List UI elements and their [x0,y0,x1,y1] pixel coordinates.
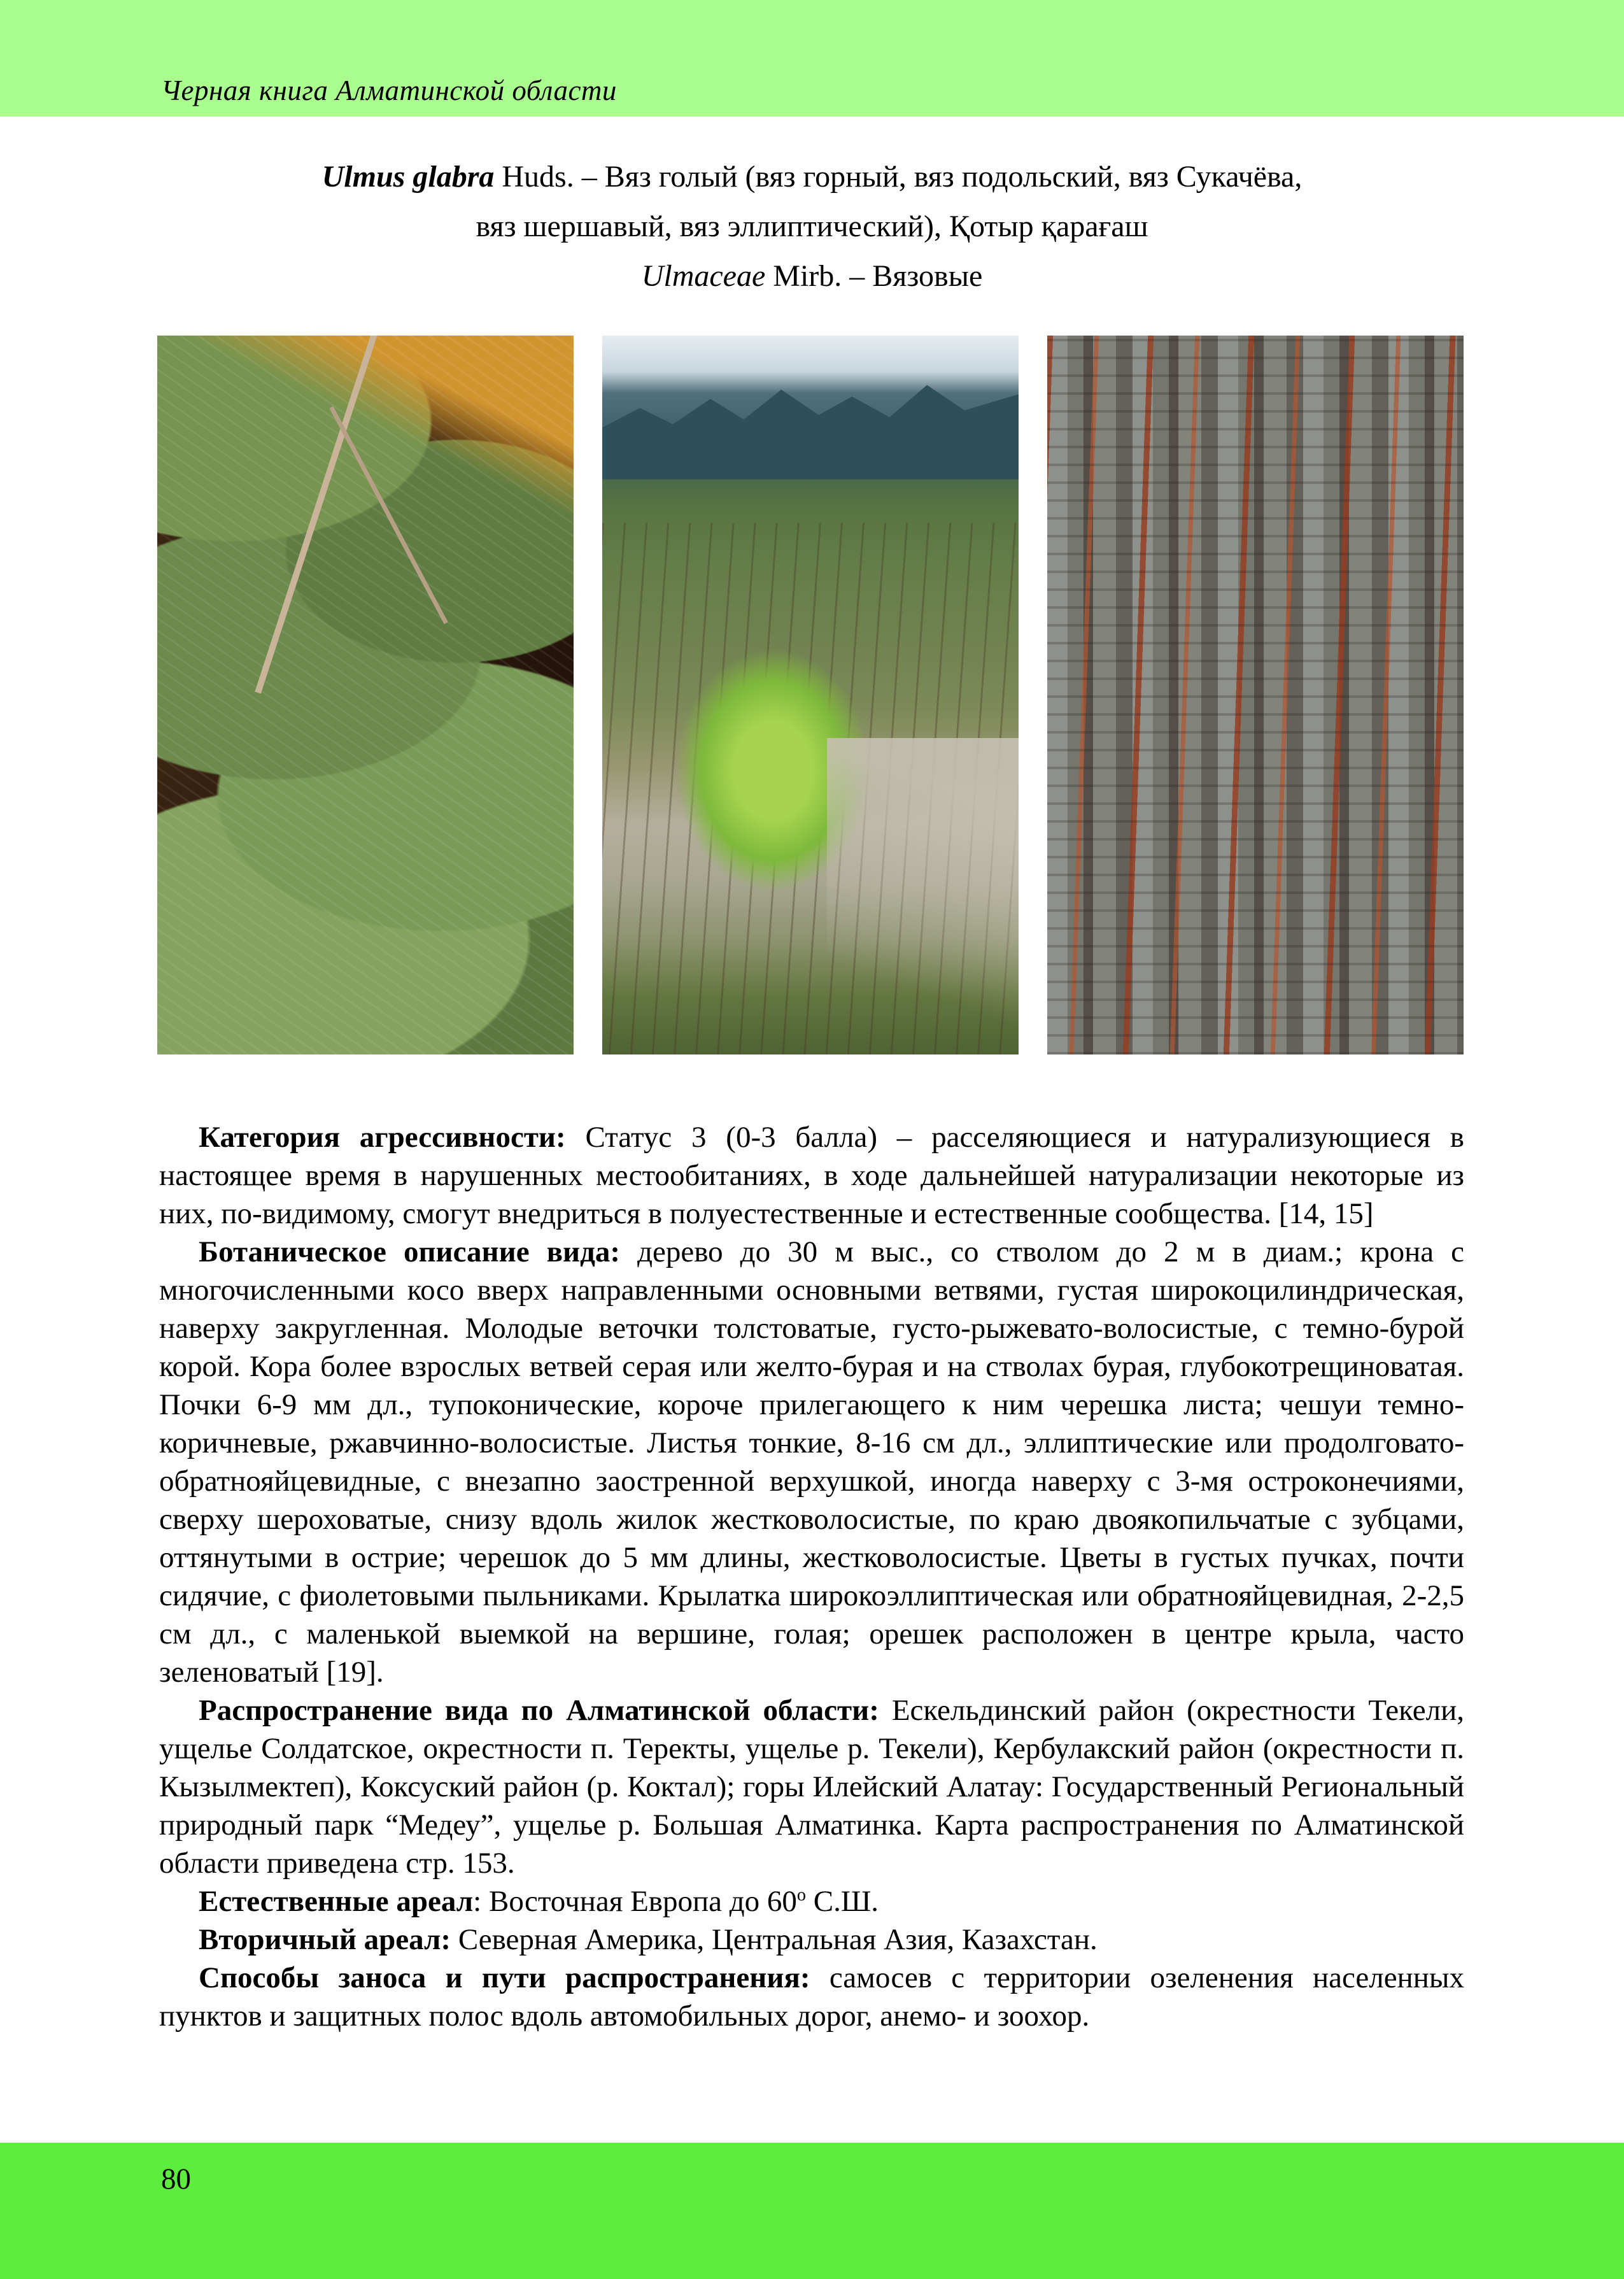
paragraph-label: Естественные ареал [199,1885,474,1918]
paragraph-label: Способы заноса и пути распространения: [199,1961,810,1994]
species-title-line-1 [0,152,1624,202]
paragraph-label: Вторичный ареал: [199,1923,451,1956]
paragraph-natural-range [159,1882,1464,1920]
paragraph-text: Северная Америка, Центральная Азия, Казахстан. [451,1923,1098,1956]
branch-shape [329,406,448,624]
species-title-line-1-text: Huds. – Вяз голый (вяз горный, вяз подольский, вяз Сукачёва, [494,160,1303,194]
species-title [0,152,1624,301]
photo-elm-bark-closeup [1047,336,1464,1054]
paragraph-text: : Восточная Европа до 60 [473,1885,797,1918]
species-title-line-3 [0,252,1624,301]
paragraph-text: самосев с территории озеленения населенных пунктов и защитных полос вдоль автомобильных дорог, анемо- и зоохор. [159,1961,1464,2033]
paragraph-aggressiveness-category [159,1118,1464,1233]
paragraph-botanical-description [159,1233,1464,1691]
paragraph-label: Категория агрессивности: [199,1121,566,1154]
paragraph-distribution-almaty-region [159,1691,1464,1882]
photo-elm-shrub-landscape [602,336,1019,1054]
photo-row [157,336,1464,1054]
species-latin-name: Ulmus glabra [321,160,495,194]
photo-elm-leaves-closeup [157,336,574,1054]
paragraph-text: дерево до 30 м выс., со стволом до 2 м в диам.; крона с многочисленными косо вверх направленными основными ветвями, густая широкоцилиндрическая, наверху закругленная. Молодые веточки толстоватые, густо-рыжевато-волосистые, с темно-бурой корой. Кора более взрослых ветвей серая или желто-бурая и на стволах бурая, глубокотрещиноватая. Почки 6-9 мм дл., тупоконические, короче прилегающего к ним черешка листа; чешуи темно-коричневые, ржавчинно-волосистые. Листья тонкие, 8-16 см дл., эллиптические или продолговато-обратнояйцевидные, с внезапно заостренной верхушкой, иногда наверху с 3-мя остроконечиями, сверху шероховатые, снизу вдоль жилок жестковолосистые, по краю двоякопильчатые с зубцами, оттянутыми в острие; черешок до 5 мм длины, жестковолосистые. Цветы в густых пучках, почти сидячие, с фиолетовыми пыльниками. Крылатка широкоэллиптическая или обратнояйцевидная, 2-2,5 см дл., с маленькой выемкой на вершине, голая; орешек расположен в центре крыла, часто зеленоватый [19]. [159,1235,1465,1689]
family-latin-name: Ulmaceae [641,259,766,293]
mountain-silhouette [602,364,1019,479]
paragraph-introduction-pathways [159,1959,1464,2035]
footer-bar [0,2143,1624,2279]
gravel-slope [827,738,1019,1054]
paragraph-label: Распространение вида по Алматинской области: [199,1694,879,1727]
body-text [159,1118,1464,2035]
page-number: 80 [161,2162,191,2196]
running-title: Черная книга Алматинской области [161,75,617,106]
degree-superscript: о [796,1885,807,1905]
paragraph-text: Ескельдинский район (окрестности Текели, ущелье Солдатское, окрестности п. Теректы, ущелье р. Текели), Кербулакский район (окрестности п. Кызылмектеп), Коксуский район (р. Коктал); горы Илейский Алатау: Государственный Региональный природный парк “Медеу”, ущелье р. Большая Алматинка. Карта распространения по Алматинской области приведена стр. 153. [159,1694,1464,1880]
paragraph-text: Статус 3 (0-3 балла) – расселяющиеся и натурализующиеся в настоящее время в нарушенных местообитаниях, в ходе дальнейшей натурализации некоторые из них, по-видимому, смогут внедриться в полуестественные и естественные сообщества. [14, 15] [159,1121,1464,1230]
species-title-line-3-text: Mirb. – Вязовые [765,259,983,293]
paragraph-text-after: С.Ш. [806,1885,879,1918]
paragraph-label: Ботаническое описание вида: [199,1235,621,1268]
species-title-line-2: вяз шершавый, вяз эллиптический), Қотыр қарағаш [476,209,1148,243]
paragraph-secondary-range [159,1920,1464,1959]
header-bar [0,0,1624,117]
branch-shape [255,336,383,693]
